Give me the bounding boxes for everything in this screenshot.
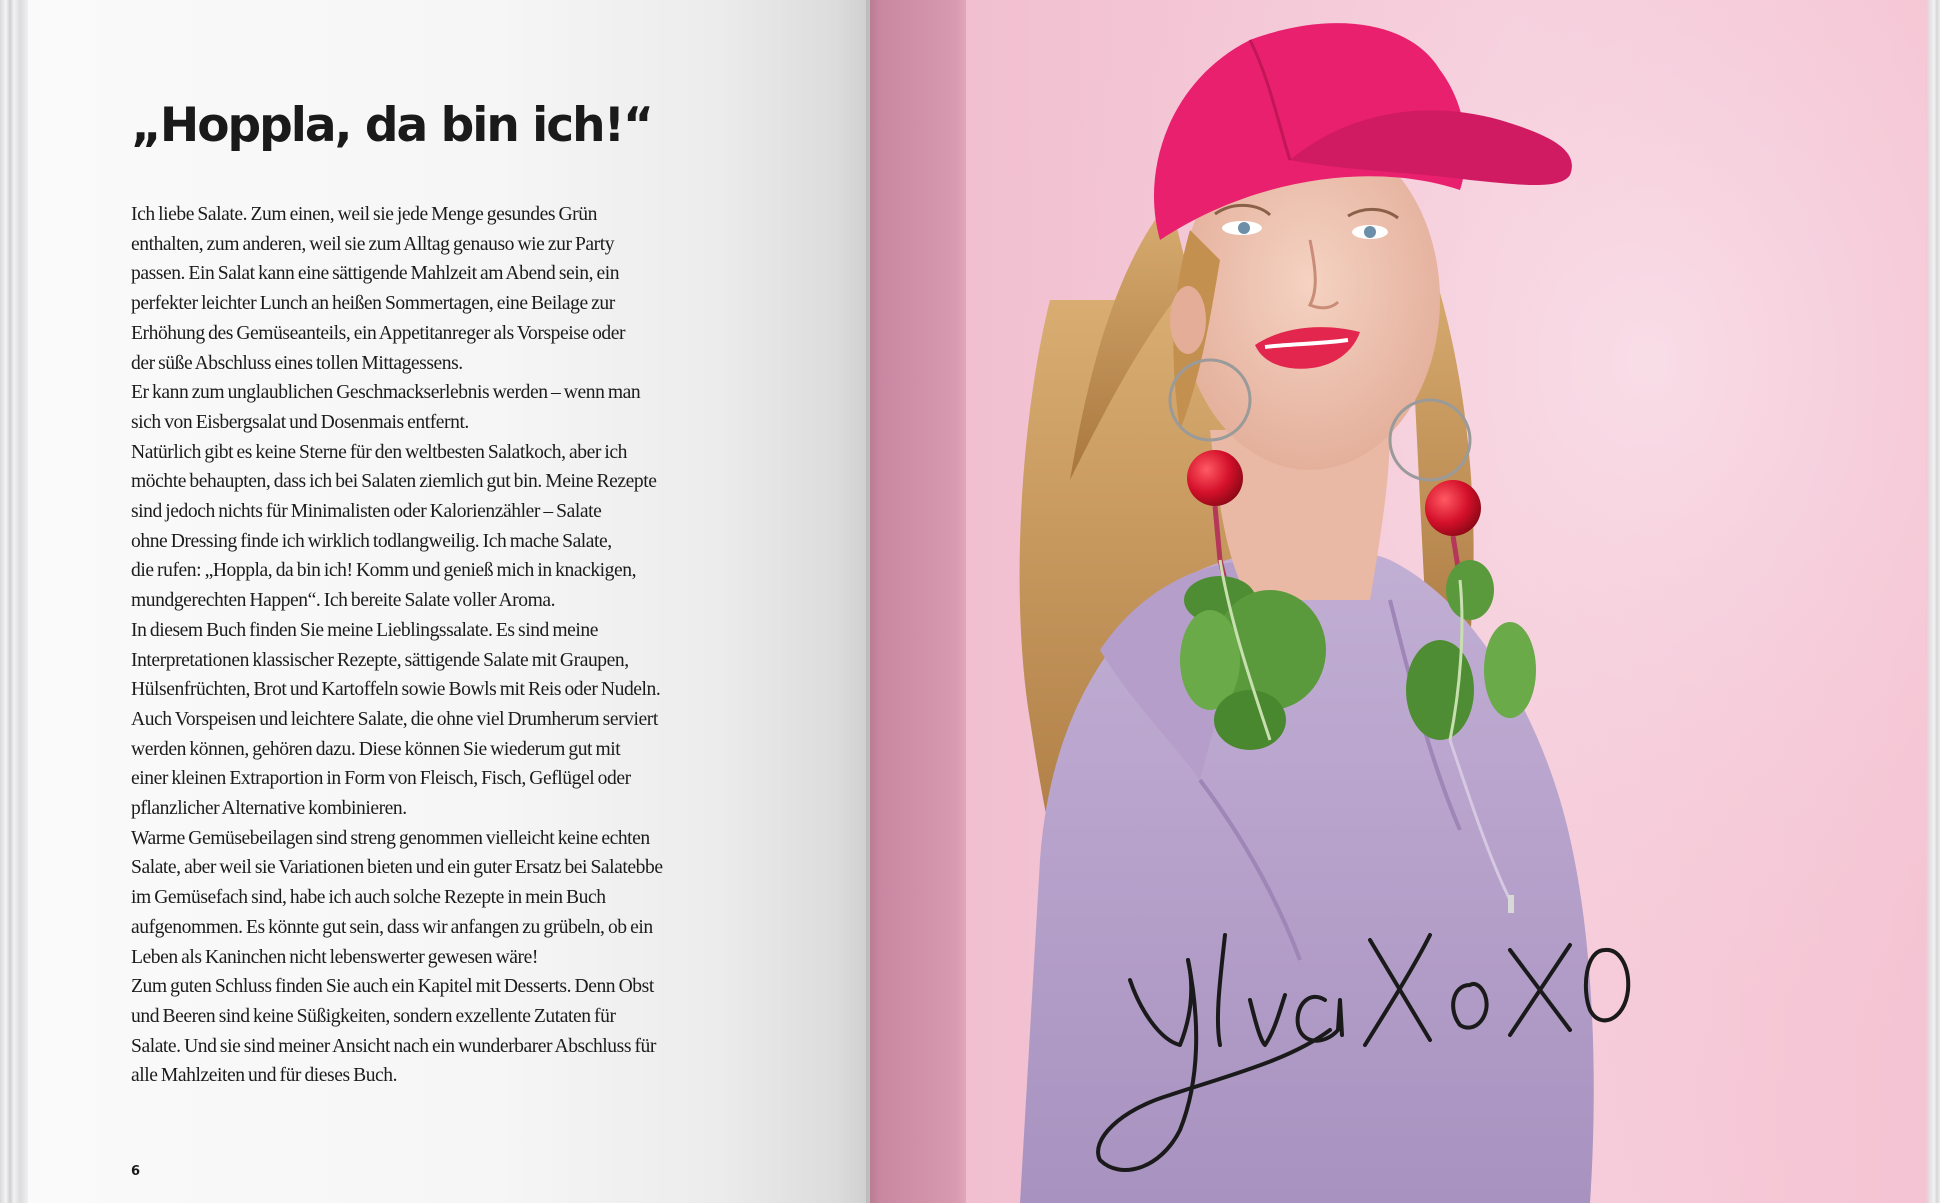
body-text-line: passen. Ein Salat kann eine sättigende Mahlzeit am Abend sein, ein xyxy=(131,263,620,285)
body-text-line: Natürlich gibt es keine Sterne für den weltbesten Salatkoch, aber ich xyxy=(131,441,627,463)
body-text-line: Zum guten Schluss finden Sie auch ein Kapitel mit Desserts. Denn Obst xyxy=(131,976,654,998)
body-text-line: Warme Gemüsebeilagen sind streng genommen vielleicht keine echten xyxy=(131,827,650,849)
body-text-line: und Beeren sind keine Süßigkeiten, sondern exzellente Zutaten für xyxy=(131,1005,616,1027)
body-text xyxy=(131,200,771,1091)
body-text-line: sich von Eisbergsalat und Dosenmais entfernt. xyxy=(131,411,469,433)
page-number: 6 xyxy=(131,1164,141,1179)
body-text-line: Hülsenfrüchten, Brot und Kartoffeln sowie Bowls mit Reis oder Nudeln. xyxy=(131,679,661,701)
body-text-line: Erhöhung des Gemüseanteils, ein Appetitanreger als Vorspeise oder xyxy=(131,322,626,344)
page-stack-edge-left xyxy=(0,0,28,1203)
right-page xyxy=(870,0,1940,1203)
body-text-line: alle Mahlzeiten und für dieses Buch. xyxy=(131,1065,398,1087)
body-text-line: werden können, gehören dazu. Diese können Sie wiederum gut mit xyxy=(131,738,621,760)
body-text-line: Leben als Kaninchen nicht lebenswerter gewesen wäre! xyxy=(131,946,538,968)
body-text-line: aufgenommen. Es könnte gut sein, dass wir anfangen zu grübeln, ob ein xyxy=(131,916,653,938)
body-text-line: einer kleinen Extraportion in Form von Fleisch, Fisch, Geflügel oder xyxy=(131,768,631,790)
body-text-line: enthalten, zum anderen, weil sie zum Alltag genauso wie zur Party xyxy=(131,233,615,255)
body-text-line: perfekter leichter Lunch an heißen Sommertagen, eine Beilage zur xyxy=(131,293,615,315)
body-text-line: möchte behaupten, dass ich bei Salaten ziemlich gut bin. Meine Rezepte xyxy=(131,471,657,493)
body-text-line: pflanzlicher Alternative kombinieren. xyxy=(131,798,407,820)
body-text-line: Salate. Und sie sind meiner Ansicht nach ein wunderbarer Abschluss für xyxy=(131,1035,656,1057)
page-title: „Hoppla, da bin ich!“ xyxy=(131,98,652,153)
body-text-line: die rufen: „Hoppla, da bin ich! Komm und genieß mich in knackigen, xyxy=(131,560,637,582)
body-text-line: Auch Vorspeisen und leichtere Salate, die ohne viel Drumherum serviert xyxy=(131,708,658,730)
body-text-line: Salate, aber weil sie Variationen bieten und ein guter Ersatz bei Salatebbe xyxy=(131,857,663,879)
body-text-line: Er kann zum unglaublichen Geschmackserlebnis werden – wenn man xyxy=(131,382,641,404)
body-text-line: Ich liebe Salate. Zum einen, weil sie jede Menge gesundes Grün xyxy=(131,204,597,225)
body-text-line: ohne Dressing finde ich wirklich todlangweilig. Ich mache Salate, xyxy=(131,530,612,552)
body-text-line: sind jedoch nichts für Minimalisten oder Kalorienzähler – Salate xyxy=(131,501,602,523)
body-text-line: In diesem Buch finden Sie meine Lieblingssalate. Es sind meine xyxy=(131,619,598,641)
book-gutter-shadow xyxy=(866,0,880,1203)
body-text-line: im Gemüsefach sind, habe ich auch solche Rezepte in mein Buch xyxy=(131,887,606,909)
body-text-line: mundgerechten Happen“. Ich bereite Salate voller Aroma. xyxy=(131,590,556,612)
body-text-line: Interpretationen klassischer Rezepte, sättigende Salate mit Graupen, xyxy=(131,649,629,671)
page-stack-edge-right xyxy=(1926,0,1940,1203)
body-text-line: der süße Abschluss eines tollen Mittagessens. xyxy=(131,352,463,374)
portrait-photo xyxy=(870,0,1940,1203)
